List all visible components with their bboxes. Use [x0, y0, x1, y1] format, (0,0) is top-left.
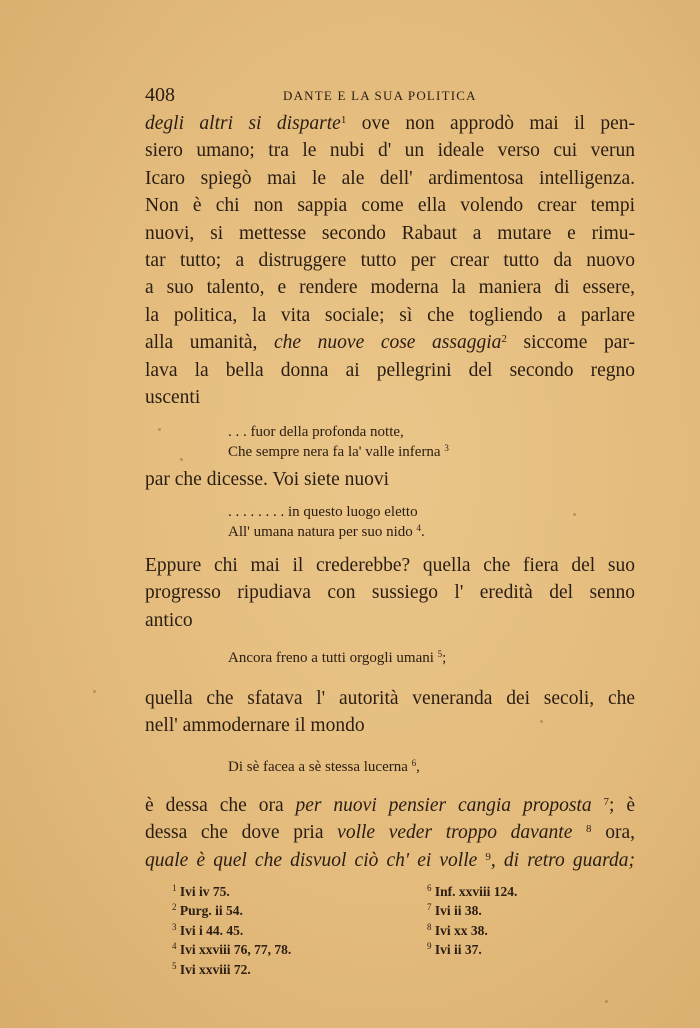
italic-quote: per nuovi pensier cangia proposta: [295, 795, 592, 816]
text-run: ora,: [591, 822, 635, 844]
verse-quote-1: [228, 422, 449, 462]
text-run: ove non approdò mai il pen-: [346, 113, 635, 134]
verse-quote-4: [228, 757, 420, 777]
text-run: ; è: [609, 795, 636, 816]
paper-speck: [180, 458, 183, 461]
verse-quote-3: [228, 648, 446, 668]
italic-quote: volle veder troppo davante: [337, 822, 573, 844]
paper-speck: [605, 1000, 608, 1003]
verse-line: [228, 757, 420, 777]
footnote-ref: 5: [437, 649, 443, 659]
verse-line: [228, 648, 446, 668]
text-run: siccome par-: [506, 332, 635, 354]
footnote-text: Ivi xxviii 72.: [179, 961, 251, 977]
footnote-ref: 8: [586, 823, 592, 836]
text-line: [145, 847, 635, 874]
footnote-ref: 9: [485, 850, 491, 863]
text-line: quella che sfatava l' autorità veneranda dei secoli, che: [145, 688, 635, 709]
text-run: alla umanità,: [145, 332, 275, 354]
footnote: [427, 901, 517, 920]
verse-line: [228, 442, 449, 462]
paper-speck: [573, 513, 576, 516]
footnote-text: Ivi iv 75.: [179, 884, 230, 899]
footnote-number: 4: [172, 941, 177, 952]
verse-line: All' umana natura per suo nido $^4$.: [228, 523, 425, 540]
text-run: All' umana natura per suo nido: [228, 524, 413, 540]
paragraph-par-che: [145, 466, 635, 493]
text-line: Non è chi non sappia come ella volendo crear tempi: [145, 195, 635, 217]
footnote-number: 5: [172, 960, 177, 971]
footnote: [427, 940, 517, 959]
footnote: [427, 921, 517, 940]
footnote-number: 1: [172, 883, 177, 893]
paper-speck: [93, 690, 96, 693]
text-line: nell' ammodernare il mondo: [145, 715, 365, 737]
footnote-number: 8: [427, 921, 432, 932]
paragraph-2: [145, 552, 635, 634]
text-line: [145, 110, 635, 137]
footnote-text: Ivi ii 37.: [434, 942, 482, 958]
footnotes-left: [172, 882, 291, 979]
text-run: Di sè facea a sè stessa lucerna: [228, 759, 408, 775]
footnote: [172, 940, 291, 959]
footnote-ref: 1: [340, 114, 347, 126]
text-line: la politica, la vita sociale; sì che togliendo a parlare: [145, 304, 635, 326]
paragraph-4: [145, 792, 635, 874]
footnote-number: 9: [427, 941, 432, 952]
text-line: siero umano; tra le nubi d' un ideale verso cui verun: [145, 140, 635, 162]
footnote: [172, 901, 291, 920]
italic-quote: , di retro guarda;: [490, 849, 635, 871]
footnote-number: 7: [427, 902, 432, 913]
footnote: [172, 921, 291, 940]
footnote-number: 6: [427, 883, 432, 893]
italic-quote: degli altri si disparte: [145, 113, 341, 134]
footnote-text: Ivi i 44. 45.: [179, 922, 244, 938]
footnote-ref: 2: [501, 333, 507, 346]
paragraph-3: [145, 685, 635, 740]
text-line: [145, 329, 635, 356]
paper-speck: [540, 720, 543, 723]
verse-quote-2: [228, 502, 425, 542]
footnotes-right: [427, 882, 517, 960]
footnote-text: Ivi ii 38.: [434, 903, 482, 919]
paper-speck: [158, 428, 161, 431]
text-line: uscenti: [145, 386, 201, 408]
text-line: [145, 792, 635, 819]
footnote-ref: 6: [411, 758, 417, 768]
footnote-ref: 3: [444, 443, 449, 453]
footnote: [427, 882, 517, 901]
verse-line: . . . . . . . . in questo luogo eletto: [228, 504, 418, 520]
text-line: nuovi, si mettesse secondo Rabaut a mutare e rimu-: [145, 222, 635, 244]
text-line: antico: [145, 609, 193, 631]
text-line: par che dicesse. Voi siete nuovi: [145, 469, 390, 490]
running-title: DANTE E LA SUA POLITICA: [283, 88, 477, 103]
footnote-number: 3: [172, 921, 177, 932]
verse-line: . . . fuor della profonda notte,: [228, 424, 404, 440]
footnote-number: 2: [172, 902, 177, 913]
text-run: Che sempre nera fa la' valle inferna: [228, 444, 441, 460]
text-line: Eppure chi mai il crederebbe? quella che fiera del suo: [145, 555, 635, 576]
footnote-ref: 7: [603, 796, 610, 808]
text-line: Icaro spiegò mai le ale dell' ardimentosa intelligenza.: [145, 167, 635, 189]
text-line: progresso ripudiava con sussiego l' eredità del senno: [145, 582, 635, 604]
text-run: Ancora freno a tutti orgogli umani: [228, 650, 434, 666]
text-run: ,: [416, 759, 420, 775]
text-run: dessa che dove pria: [145, 822, 338, 844]
footnote-text: Purg. ii 54.: [179, 903, 243, 919]
footnote-ref: 4: [416, 523, 421, 533]
italic-quote: quale è quel che disvuol ciò ch' ei volle: [145, 849, 478, 871]
text-line: a suo talento, e rendere moderna la maniera di essere,: [145, 277, 635, 299]
text-run: ;: [442, 650, 447, 666]
footnote: [172, 960, 291, 979]
text-run: è dessa che ora: [145, 795, 296, 816]
footnote-text: Inf. xxviii 124.: [434, 884, 518, 899]
paragraph-1: [145, 110, 635, 411]
text-line: lava la bella donna ai pellegrini del secondo regno: [145, 359, 635, 381]
footnote-text: Ivi xx 38.: [434, 922, 488, 938]
page-number: 408: [145, 84, 175, 106]
footnote: [172, 882, 291, 901]
italic-quote: che nuove cose assaggia: [274, 332, 502, 354]
page-header: [145, 84, 635, 106]
text-line: [145, 819, 635, 846]
footnote-text: Ivi xxviii 76, 77, 78.: [179, 942, 292, 958]
text-line: tar tutto; a distruggere tutto per crear tutto da nuovo: [145, 249, 635, 271]
